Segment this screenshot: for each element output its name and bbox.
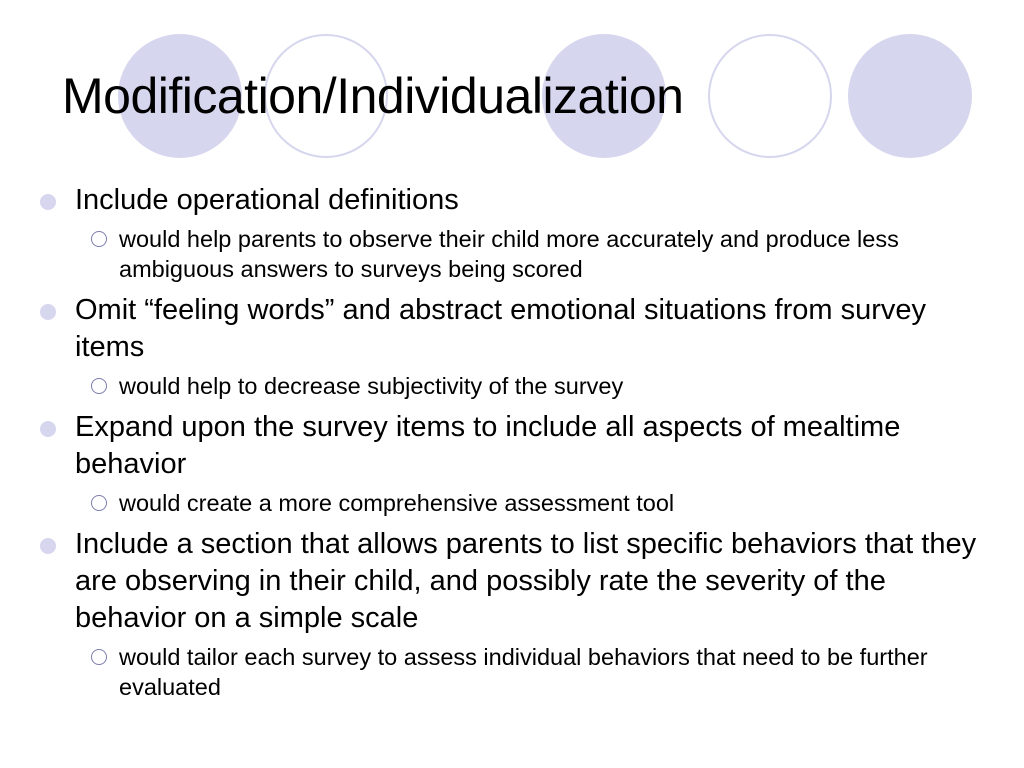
- sub-bullet-text: would help parents to observe their child more accurately and produce less ambiguous answers to surveys being scored: [119, 226, 899, 282]
- slide-title: Modification/Individualization: [62, 68, 684, 124]
- sub-bullet-item: [119, 488, 980, 518]
- bullet-item: [40, 182, 980, 219]
- bullet-text: Expand upon the survey items to include all aspects of mealtime behavior: [75, 411, 901, 480]
- sub-bullet-circle-icon: [91, 231, 107, 247]
- bullet-list: [40, 182, 980, 707]
- sub-bullet-text: would create a more comprehensive assessment tool: [119, 490, 675, 516]
- bullet-dot-icon: [40, 304, 56, 320]
- bullet-dot-icon: [40, 194, 56, 210]
- decorative-circle-filled: [848, 34, 972, 158]
- bullet-text: Include operational definitions: [75, 184, 459, 216]
- bullet-text: Include a section that allows parents to list specific behaviors that they are observing in their child, and possibly rate the severity of the behavior on a simple scale: [75, 528, 977, 634]
- bullet-item: [40, 526, 980, 637]
- bullet-item: [40, 292, 980, 366]
- sub-bullet-item: [119, 371, 980, 401]
- sub-bullet-text: would help to decrease subjectivity of the survey: [119, 373, 624, 399]
- sub-bullet-circle-icon: [91, 649, 107, 665]
- bullet-text: Omit “feeling words” and abstract emotional situations from survey items: [75, 294, 927, 363]
- sub-bullet-item: [119, 642, 980, 702]
- sub-bullet-text: would tailor each survey to assess individual behaviors that need to be further evaluated: [119, 644, 928, 700]
- bullet-item: [40, 409, 980, 483]
- sub-bullet-circle-icon: [91, 378, 107, 394]
- decorative-circle-outline: [708, 34, 832, 158]
- sub-bullet-circle-icon: [91, 495, 107, 511]
- bullet-dot-icon: [40, 538, 56, 554]
- sub-bullet-item: [119, 224, 980, 284]
- bullet-dot-icon: [40, 421, 56, 437]
